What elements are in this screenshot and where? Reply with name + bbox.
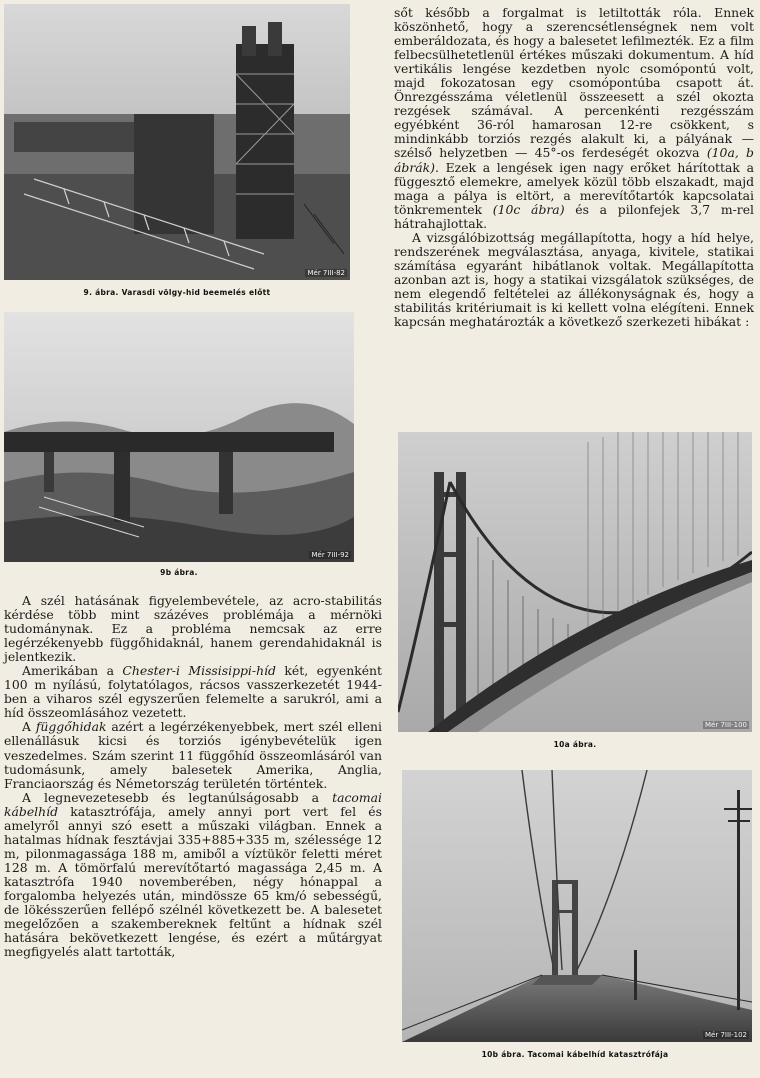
right-paragraph-2: A vizsgálóbizottság megállapította, hogy a híd helye, rendszerének megválasztása, anyaga, kivitele, statikai számítása egyaránt hibátlanok voltak. Megállapította azonban azt is, hogy a statikai vizsgálatok szükséges, de nem elegendő feltételei az állékonyságnak és, hogy a stabilitás kritériumait is ki kellett volna elégíteni. Ennek kapcsán meghatározták a következő szerkezeti hibákat : xyxy=(394,229,754,330)
figure-10b-caption: 10b ábra. Tacomai kábelhíd katasztrófája xyxy=(481,1050,669,1059)
left-paragraph-4: A legnevezetesebb és legtanúlságosabb a tacomai kábelhíd katasztrófája, amely annyi port vert fel és amelyről annyi szó esett a műszaki világban. Ennek a hatalmas hídnak fesztávjai 335+885+335 m, szélessége 12 m, pilonmagassága 188 m, amiből a víztükör feletti méret 128 m. A tömörfalú merevítőtartó magassága 2,45 m. A katasztrófa 1940 novemberében, négy hónappal a forgalomba helyezés után, mindössze 65 km/ó sebességű, de lökésszerűen fellépő szélnél következett be. A balesetet megelőzően a szakembereknek feltűnt a hídnak szél hatására bekövetkezett lengése, és ezért a műtárgyat megfigyelés alatt tartották, xyxy=(4,789,382,960)
left-paragraph-3: A függőhidak azért a legérzékenyebbek, mert szél elleni ellenállásuk kicsi és torziós igénybevételük igen veszedelmes. Szám szerint 11 függőhíd összeomlásáról van tudomásunk, amely balesetek Amerika, Anglia, Franciaország és Németország területén történtek. xyxy=(4,719,382,791)
left-paragraph-2: Amerikában a Chester-i Missisippi-híd két, egyenként 100 m nyílású, folytatólagos, rácsos vasszerkezetét 1944-ben a viharos szél egyszerűen felemelte a sarukról, ami a híd összeomlásához vezetett. xyxy=(4,663,383,721)
figure-9b-photo xyxy=(4,312,354,562)
suspension-bridges-term: függőhidak xyxy=(35,719,107,735)
figure-9b-code: Mér 7III-92 xyxy=(311,551,349,559)
right-column-text xyxy=(394,6,754,329)
figure-10a-code: Mér 7III-100 xyxy=(705,721,747,729)
figure-10a-photo xyxy=(398,432,752,732)
figure-9b-caption: 9b ábra. xyxy=(160,568,198,577)
figure-ref-10c: (10c ábra) xyxy=(492,201,565,217)
left-paragraph-1: A szél hatásának figyelembevétele, az acro-stabilitás kérdése több mint százéves problémája a mérnöki tudománynak. Ez a probléma nemcsak az erre legérzékenyebb függőhidaknál, hanem gerendahidaknál is jelentkezik. xyxy=(4,593,382,665)
chester-bridge-name: Chester-i Missisippi-híd xyxy=(122,663,276,679)
figure-9-code: Mér 7III-82 xyxy=(307,269,345,277)
figure-ref-10ab: (10a, b ábrák). xyxy=(394,145,754,175)
figure-9-caption: 9. ábra. Varasdi völgy-hid beemelés előtt xyxy=(83,288,271,297)
right-paragraph-1: sőt később a forgalmat is letiltották róla. Ennek köszönhető, hogy a szerencsétlenségnek nem volt emberáldozata, és hogy a balesetet lefilmezték. Ez a film felbecsülhetetlenül értékes műszaki dokumentum. A híd vertikális lengése kezdetben nyolc csomópontú volt, majd fokozatosan egy csomópontúba csapott át. Önrezgésszáma véletlenül összeesett a szél okozta rezgések számával. A percenkénti rezgésszám egyébként 36-ról hamarosan 12-re csökkent, s mindinkább torziós rezgés alakult ki, a pályának — szélső helyzetben — 45°-os ferdeségét okozva (10a, b ábrák). Ezek a lengések igen nagy erőket hárítottak a függesztő elemekre, amelyek közül több elszakadt, majd maga a pálya is eltört, a merevítőtartók kapcsolatai tönkrementek (10c ábra) és a pilonfejek 3,7 m-rel hátrahajlottak. xyxy=(394,5,754,231)
figure-10b-code: Mér 7III-102 xyxy=(705,1031,747,1039)
figure-10a-caption: 10a ábra. xyxy=(553,740,597,749)
tacoma-bridge-name: tacomai kábelhíd xyxy=(4,789,382,819)
figure-9-photo xyxy=(4,4,350,280)
left-column-text xyxy=(4,594,382,959)
figure-10b-photo xyxy=(402,770,752,1042)
